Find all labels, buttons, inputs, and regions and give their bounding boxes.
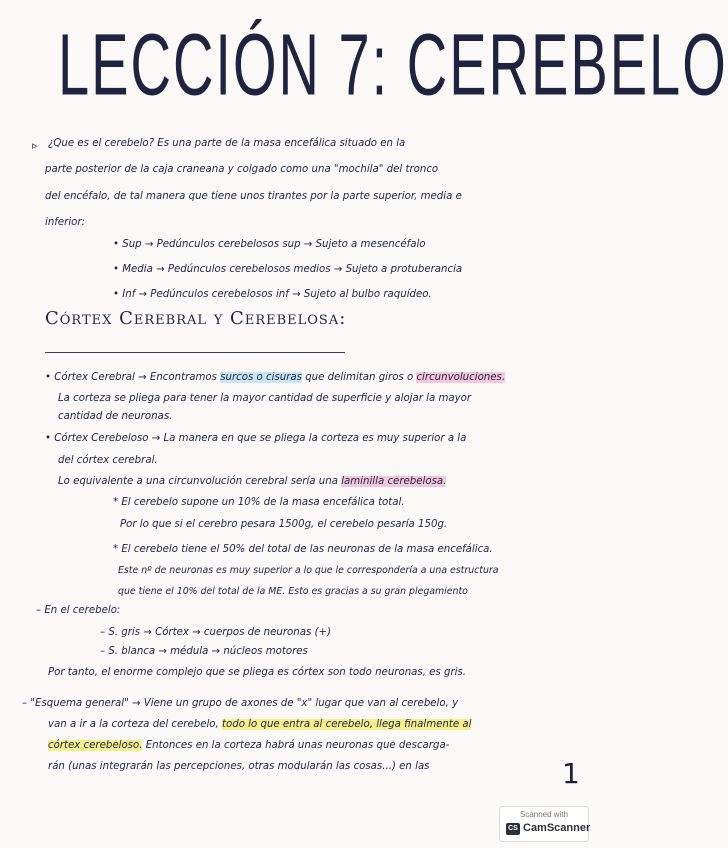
cortex-cerebral-line-1 [45, 371, 570, 385]
esquema-line-3 [48, 739, 573, 753]
list-item: • Inf → Pedúnculos cerebelosos inf → Sujeto al bulbo raquídeo. [113, 289, 432, 300]
text-segment: Entonces en la corteza habrá unas neuronas que descarga- [142, 740, 450, 751]
text-segment: que delimitan giros o [301, 372, 417, 383]
highlight-pink: circunvoluciones. [416, 372, 506, 383]
section-heading: Córtex Cerebral y Cerebelosa: [45, 308, 347, 329]
camscanner-badge [499, 806, 589, 842]
conclusion-line: Por tanto, el enorme complejo que se pliega es córtex son todo neuronas, es gris. [48, 667, 467, 678]
heading-underline [45, 352, 345, 353]
cortex-cerebral-line-3: cantidad de neuronas. [58, 411, 173, 422]
intro-line-2: parte posterior de la caja craneana y colgado como una "mochila" del tronco [45, 164, 439, 175]
star-note-1-line-1: * El cerebelo supone un 10% de la masa encefálica total. [113, 497, 405, 508]
page-title: LECCIÓN 7: CEREBELO [58, 15, 728, 114]
star-note-2-line-1: * El cerebelo tiene el 50% del total de las neuronas de la masa encefálica. [113, 544, 493, 555]
cortex-cerebeloso-line-2: del córtex cerebral. [58, 455, 158, 466]
esquema-line-4: rán (unas integrarán las percepciones, otras modularán las cosas...) en las [48, 761, 430, 772]
cortex-cerebral-line-2: La corteza se pliega para tener la mayor cantidad de superficie y alojar la mayor [58, 393, 472, 404]
star-note-2-line-3: que tiene el 10% del total de la ME. Esto es gracias a su gran plegamiento [118, 586, 468, 597]
esquema-line-2 [48, 718, 573, 732]
scanned-with-label: Scanned with [519, 810, 569, 819]
list-item: • Media → Pedúnculos cerebelosos medios → Sujeto a protuberancia [113, 264, 463, 275]
text-segment: van a ir a la corteza del cerebelo, [48, 719, 223, 730]
star-note-2-line-2: Este nº de neuronas es muy superior a lo que le correspondería a una estructura [118, 565, 499, 576]
cortex-cerebeloso-line-1: • Córtex Cerebeloso → La manera en que se pliega la corteza es muy superior a la [45, 433, 467, 444]
intro-marker: ▹ [32, 139, 38, 152]
equivalent-line [58, 475, 583, 489]
page-number: 1 [562, 757, 580, 790]
highlight-pink: laminilla cerebelosa. [341, 476, 447, 487]
sustancia-gris-line: – S. gris → Córtex → cuerpos de neuronas (+) [100, 627, 331, 638]
star-note-1-line-2: Por lo que si el cerebro pesara 1500g, el cerebelo pesaría 150g. [120, 519, 448, 530]
en-cerebelo-label: – En el cerebelo: [36, 605, 121, 616]
highlight-yellow: todo lo que entra al cerebelo, llega finalmente al [222, 719, 472, 730]
sustancia-blanca-line: – S. blanca → médula → núcleos motores [100, 646, 308, 657]
intro-line-1: ¿Que es el cerebelo? Es una parte de la masa encefálica situado en la [48, 138, 406, 149]
intro-line-4: inferior: [45, 217, 86, 228]
highlight-blue: surcos o cisuras [220, 372, 302, 383]
intro-line-3: del encéfalo, de tal manera que tiene unos tirantes por la parte superior, media e [45, 191, 462, 202]
text-segment: • Córtex Cerebral → Encontramos [45, 372, 221, 383]
camscanner-name: CamScanner [523, 822, 591, 834]
text-segment: Lo equivalente a una circunvolución cerebral sería una [58, 476, 342, 487]
camscanner-logo-icon: CS [506, 823, 520, 835]
highlight-yellow: córtex cerebeloso. [48, 740, 143, 751]
esquema-line-1: – "Esquema general" → Viene un grupo de axones de "x" lugar que van al cerebelo, y [22, 698, 459, 709]
list-item: • Sup → Pedúnculos cerebelosos sup → Sujeto a mesencéfalo [113, 239, 426, 250]
